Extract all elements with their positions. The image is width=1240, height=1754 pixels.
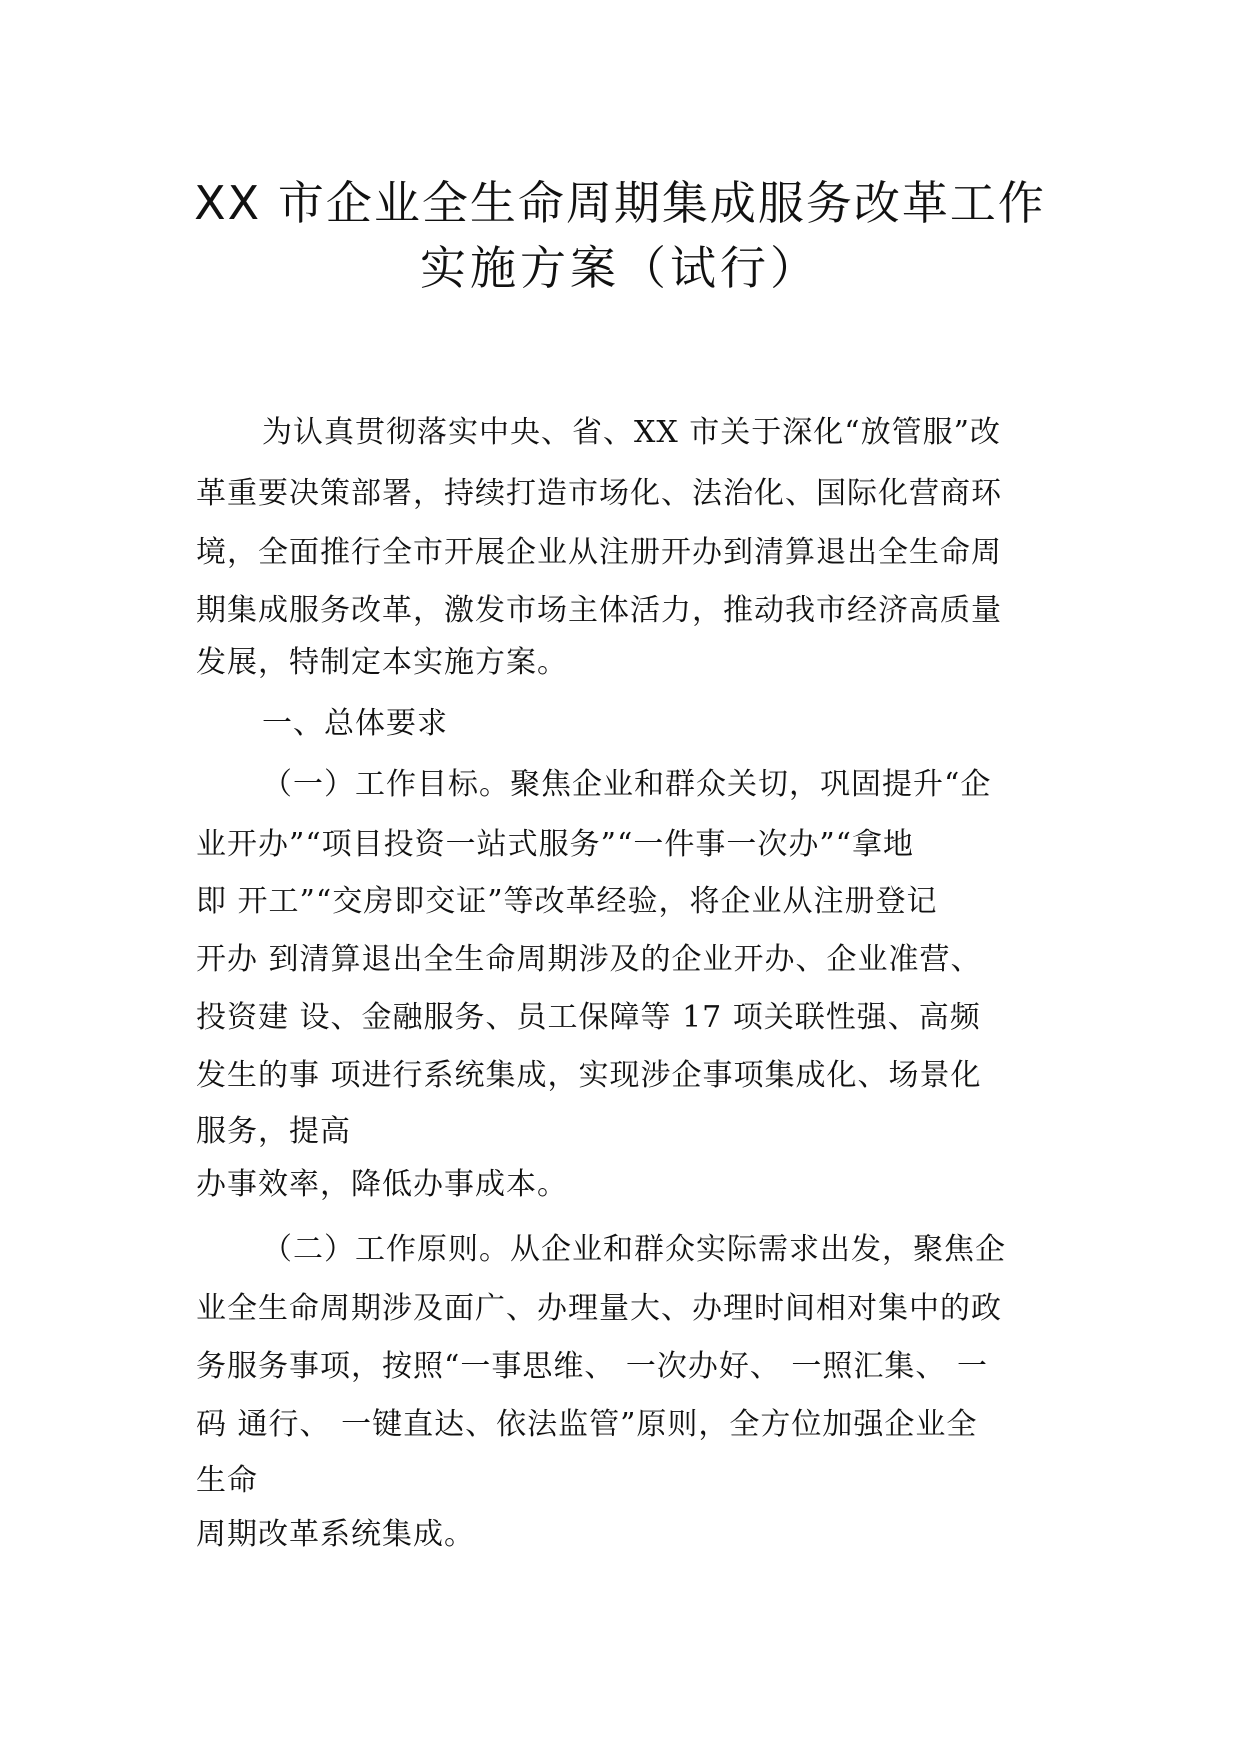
paragraph-line: 办事效率，降低办事成本。 bbox=[196, 1167, 568, 1202]
section-heading: 一、总体要求 bbox=[262, 706, 448, 741]
paragraph-line: 业全生命周期涉及面广、办理量大、办理时间相对集中的政 bbox=[196, 1291, 1002, 1326]
paragraph-line: 业开办”“项目投资一站式服务”“一件事一次办”“拿地 bbox=[196, 827, 915, 862]
paragraph-line: 即 开工”“交房即交证”等改革经验，将企业从注册登记 bbox=[196, 884, 938, 919]
document-title-line-1: XX 市企业全生命周期集成服务改革工作 bbox=[194, 176, 1046, 230]
paragraph-line: 开办 到清算退出全生命周期涉及的企业开办、企业准营、 bbox=[196, 942, 982, 977]
paragraph-line: 境，全面推行全市开展企业从注册开办到清算退出全生命周 bbox=[196, 535, 1002, 570]
paragraph-line: （一）工作目标。聚焦企业和群众关切，巩固提升“企 bbox=[262, 767, 992, 802]
paragraph-line: 码 通行、 一键直达、依法监管”原则，全方位加强企业全 bbox=[196, 1407, 978, 1442]
paragraph-line: 服务，提高 bbox=[196, 1114, 351, 1149]
paragraph-line: 务服务事项，按照“一事思维、 一次办好、 一照汇集、 一 bbox=[196, 1349, 988, 1384]
paragraph-line: 投资建 设、金融服务、员工保障等 17 项关联性强、高频 bbox=[196, 1000, 981, 1035]
paragraph-line: 期集成服务改革，激发市场主体活力，推动我市经济高质量 bbox=[196, 593, 1002, 628]
paragraph-line: 革重要决策部署，持续打造市场化、法治化、国际化营商环 bbox=[196, 476, 1002, 511]
document-title-line-2: 实施方案（试行） bbox=[420, 241, 820, 295]
paragraph-line: 发展，特制定本实施方案。 bbox=[196, 645, 568, 680]
paragraph-line: 周期改革系统集成。 bbox=[196, 1517, 475, 1552]
paragraph-line: 生命 bbox=[196, 1463, 258, 1498]
paragraph-line: （二）工作原则。从企业和群众实际需求出发，聚焦企 bbox=[262, 1232, 1006, 1267]
paragraph-line: 发生的事 项进行系统集成，实现涉企事项集成化、场景化 bbox=[196, 1058, 982, 1093]
paragraph-line: 为认真贯彻落实中央、省、XX 市关于深化“放管服”改 bbox=[262, 415, 1001, 450]
